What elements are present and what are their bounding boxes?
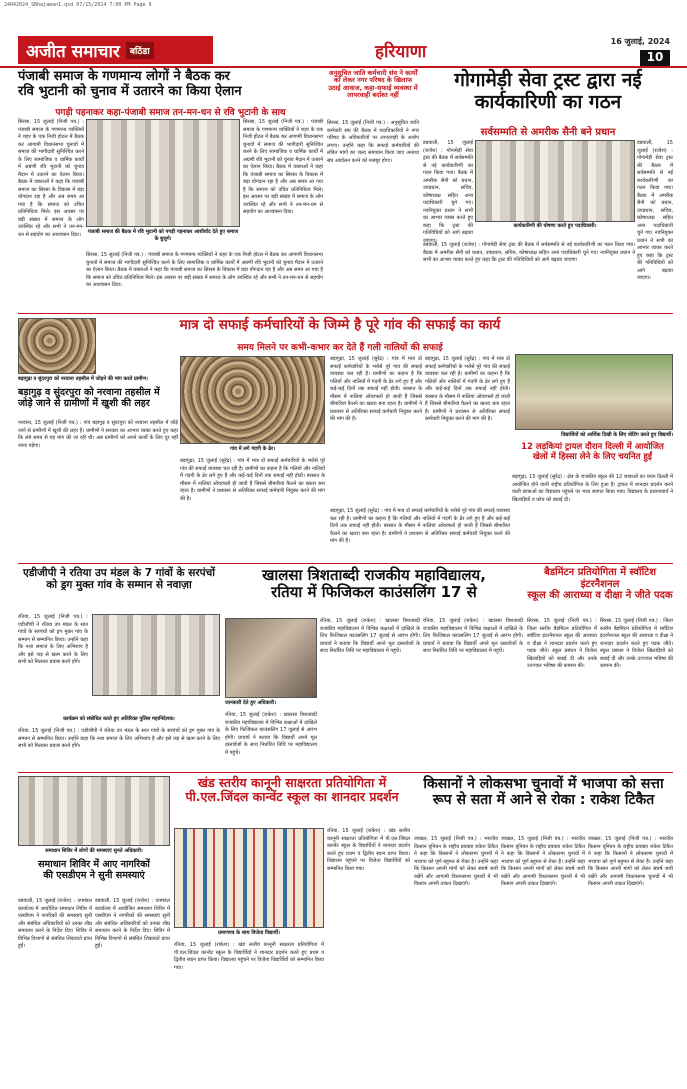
story-safai-subheadline: समय मिलने पर कभी-कभार कर देते हैं गली नालियों की सफाई	[237, 343, 443, 353]
story-college-headline: खालसा त्रिशताब्दी राजकीय महाविद्यालय, रतिया में फिजिकल काउंसलिंग 17 से	[262, 566, 486, 602]
story-tehsil-headline: बड़ागुढ़ व सुंदरपुरा को नरवाना तहसील में जोड़े जाने से ग्रामीणों में खुशी की लहर	[18, 387, 160, 409]
story-gogamedi-headline: गोगामेड़ी सेवा ट्रस्ट द्वारा नई कार्यकारिणी का गठन	[454, 69, 642, 113]
story-college-photo	[225, 618, 317, 698]
page-number: 10	[640, 50, 670, 66]
story-gogamedi-subheadline: सर्वसम्मति से अमरीक सैनी बने प्रधान	[480, 127, 616, 138]
story-tikait-body-2: जाखल, 15 जुलाई (निजी पत्र.) : भारतीय किसान यूनियन के राष्ट्रीय प्रवक्ता राकेश टिकैत ने कहा कि किसानों ने लोकसभा चुनावों में भाजपा को पूर्ण बहुमत से रोका है। उन्होंने कहा कि किसान अपनी मांगों को लेकर संघर्ष जारी रखेंगे और आगामी विधानसभा चुनावों में भी किसान अपनी ताकत दिखाएंगे।	[501, 836, 585, 887]
story-tikait-body: जाखल, 15 जुलाई (निजी पत्र.) : भारतीय किसान यूनियन के राष्ट्रीय प्रवक्ता राकेश टिकैत ने कहा कि किसानों ने लोकसभा चुनावों में भाजपा को पूर्ण बहुमत से रोका है। उन्होंने कहा कि किसान अपनी मांगों को लेकर संघर्ष जारी रखेंगे और आगामी विधानसभा चुनावों में भी किसान अपनी ताकत दिखाएंगे।	[414, 836, 498, 887]
story-college-body: रतिया, 15 जुलाई (राकेश) : खालसा त्रिशताब्दी राजकीय महाविद्यालय में विभिन्न कक्षाओं में दाखिले के लिए फिजिकल काउंसलिंग 17 जुलाई से आरंभ होगी। प्राचार्य ने बताया कि विद्यार्थी अपने मूल दस्तावेजों के साथ निर्धारित तिथि पर महाविद्यालय में पहुंचें।	[320, 618, 420, 654]
story-gogamedi-body-right: डबवाली, 15 जुलाई (राजेश) : गोगामेड़ी सेवा ट्रस्ट की बैठक में सर्वसम्मति से नई कार्यकारिणी का गठन किया गया। बैठक में अमरीक सैनी को प्रधान, उपप्रधान, सचिव, कोषाध्यक्ष सहित अन्य पदाधिकारी चुने गए। नवनियुक्त प्रधान ने सभी का आभार व्यक्त करते हुए कहा कि ट्रस्ट की गतिविधियों को आगे बढ़ाया जाएगा।	[637, 140, 673, 281]
story-samadhan-caption: समाधान शिविर में लोगों की समस्याएं सुनते अधिकारी।	[45, 848, 143, 854]
story-tehsil-caption: बड़ागुढ़ा व सुंदरपुरा को नरवाना तहसील में जोड़ने की मांग करते ग्रामीण।	[18, 376, 148, 382]
story-ladkiyan-body: बड़ागुढ़ा, 15 जुलाई (सुरेंद्र) : क्षेत्र के राजकीय स्कूल की 12 छात्राओं का चयन दिल्ली में आयोजित होने वाली राष्ट्रीय प्रतियोगिता के लिए हुआ है। ट्रायल में शानदार प्रदर्शन करने वाली छात्राओं का विद्यालय पहुंचने पर भव्य स्वागत किया गया। विद्यालय के प्रधानाचार्य ने खिलाड़ियों व कोच को बधाई दी।	[512, 474, 673, 503]
story-ladkiyan-headline: 12 लड़कियां ट्रायल दौरान दिल्ली में आयोजित खेलों में हिस्सा लेने के लिए चयनित हुईं	[521, 442, 664, 462]
story-punjabi-samaj-body: सिरसा, 15 जुलाई (निजी पत्र.) : पंजाबी समाज के गणमान्य व्यक्तियों ने शहर के एक निजी होटल में बैठक कर आगामी विधानसभा चुनावों में समाज की भागीदारी सुनिश्चित करने के लिए सामाजिक व धार्मिक कार्यों में अग्रणी रवि भुटानी को चुनाव मैदान में उतारने का ऐलान किया। बैठक में वक्ताओं ने कहा कि पंजाबी समाज का सिरसा के विकास में बड़ा योगदान रहा है और अब समय आ गया है कि समाज को उचित प्रतिनिधित्व मिले। इस अवसर पर बड़ी संख्या में समाज के लोग उपस्थित रहे और सभी ने तन-मन-धन से सहयोग का आश्वासन दिया।	[18, 119, 84, 238]
story-kanooni-headline: खंड स्तरीय कानूनी साक्षरता प्रतियोगिता में पी.एल.जिंदल कान्वेंट स्कूल का शानदार प्रदर्शन	[185, 775, 399, 805]
story-punjabi-samaj-body-right: सिरसा, 15 जुलाई (निजी पत्र.) : पंजाबी समाज के गणमान्य व्यक्तियों ने शहर के एक निजी होटल में बैठक कर आगामी विधानसभा चुनावों में समाज की भागीदारी सुनिश्चित करने के लिए सामाजिक व धार्मिक कार्यों में अग्रणी रवि भुटानी को चुनाव मैदान में उतारने का ऐलान किया। बैठक में वक्ताओं ने कहा कि पंजाबी समाज का सिरसा के विकास में बड़ा योगदान रहा है और अब समय आ गया है कि समाज को उचित प्रतिनिधित्व मिले। इस अवसर पर बड़ी संख्या में समाज के लोग उपस्थित रहे और सभी ने तन-मन-धन से सहयोग का आश्वासन दिया।	[243, 119, 323, 215]
print-slug: 24042024_SBhajaman1.qxd 07/15/2024 7:00 PM Page 9	[4, 2, 152, 8]
story-samadhan-headline: समाधान शिविर में आए नागरिकों की एसडीएम ने सुनी समस्याएं	[38, 859, 150, 881]
story-gogamedi-photo	[475, 140, 635, 222]
story-samadhan-body-2: डबवाली, 15 जुलाई (राजेश) : उपमंडल कार्यालय में आयोजित समाधान शिविर में एसडीएम ने नागरिकों की समस्याएं सुनीं और संबंधित अधिकारियों को उनका शीघ्र समाधान करने के निर्देश दिए। शिविर में विभिन्न विभागों से संबंधित शिकायतें प्राप्त हुईं।	[95, 898, 170, 949]
story-punjabi-samaj-caption: पंजाबी समाज की बैठक में रवि भुटानी को पगड़ी पहनाकर आशीर्वाद देते हुए समाज के बुजुर्ग।	[87, 229, 239, 242]
story-kanooni-body: रतिया, 15 जुलाई (राकेश) : खंड स्तरीय कानूनी साक्षरता प्रतियोगिता में पी.एल.जिंदल कान्वेंट स्कूल के विद्यार्थियों ने शानदार प्रदर्शन करते हुए प्रथम व द्वितीय स्थान प्राप्त किया। विद्यालय पहुंचने पर विजेता विद्यार्थियों को सम्मानित किया गया।	[327, 828, 410, 872]
story-safai-body-2: बड़ागुढ़ा, 15 जुलाई (सुरेंद्र) : गांव में मात्र दो सफाई कर्मचारियों के भरोसे पूरे गांव की सफाई व्यवस्था चल रही है। ग्रामीणों का कहना है कि गलियों और नालियों में गंदगी के ढेर लगे हुए हैं और कई-कई दिनों तक सफाई नहीं होती। बरसात के मौसम में नालियां ओवरफ्लो हो जाती हैं जिससे बीमारियां फैलने का खतरा बना रहता है। ग्रामीणों ने प्रशासन से अतिरिक्त सफाई कर्मचारी नियुक्त करने की मांग की है।	[425, 356, 510, 422]
story-safai-body-4: बड़ागुढ़ा, 15 जुलाई (सुरेंद्र) : गांव में मात्र दो सफाई कर्मचारियों के भरोसे पूरे गांव की सफाई व्यवस्था चल रही है। ग्रामीणों का कहना है कि गलियों और नालियों में गंदगी के ढेर लगे हुए हैं और कई-कई दिनों तक सफाई नहीं होती। बरसात के मौसम में नालियां ओवरफ्लो हो जाती हैं जिससे बीमारियां फैलने का खतरा बना रहता है। ग्रामीणों ने प्रशासन से अतिरिक्त सफाई कर्मचारी नियुक्त करने की मांग की है।	[330, 508, 510, 544]
story-gogamedi-body: डबवाली, 15 जुलाई (राजेश) : गोगामेड़ी सेवा ट्रस्ट की बैठक में सर्वसम्मति से नई कार्यकारिणी का गठन किया गया। बैठक में अमरीक सैनी को प्रधान, उपप्रधान, सचिव, कोषाध्यक्ष सहित अन्य पदाधिकारी चुने गए। नवनियुक्त प्रधान ने सभी का आभार व्यक्त करते हुए कहा कि ट्रस्ट की गतिविधियों को आगे बढ़ाया जाएगा।	[423, 140, 473, 244]
section-divider-3	[18, 772, 673, 773]
story-badminton-headline: बैडमिंटन प्रतियोगिता में स्वॉटिश इंटरनैशनल स्कूल की आराध्या व दीक्षा ने जीते पदक	[527, 567, 673, 601]
section-divider	[18, 313, 673, 314]
story-tehsil-body: नरवाना, 15 जुलाई (निजी पत्र.) : गांव बड़ागुढ़ व सुंदरपुरा को नरवाना तहसील में जोड़े जाने से ग्रामीणों में खुशी की लहर है। ग्रामीणों ने सरकार का आभार व्यक्त करते हुए कहा कि लंबे समय से यह मांग की जा रही थी। अब ग्रामीणों को अपने कार्यों के लिए दूर नहीं जाना पड़ेगा।	[18, 420, 178, 449]
story-kanooni-body-2: रतिया, 15 जुलाई (राकेश) : खंड स्तरीय कानूनी साक्षरता प्रतियोगिता में पी.एल.जिंदल कान्वेंट स्कूल के विद्यार्थियों ने शानदार प्रदर्शन करते हुए प्रथम व द्वितीय स्थान प्राप्त किया। विद्यालय पहुंचने पर विजेता विद्यार्थियों को सम्मानित किया गया।	[174, 942, 324, 971]
story-tehsil-photo	[18, 318, 96, 374]
issue-date: 16 जुलाई, 2024	[610, 37, 670, 46]
story-adgp-body: रतिया, 15 जुलाई (निजी पत्र.) : एडीजीपी ने रतिया उप मंडल के सात गांवों के सरपंचों को ड्रग मुक्त गांव के सम्मान से सम्मानित किया। उन्होंने कहा कि नशा समाज के लिए अभिशाप है और इसे जड़ से खत्म करने के लिए सभी को मिलकर प्रयास करने होंगे।	[18, 614, 88, 665]
story-gogamedi-caption: कार्यकारिणी की घोषणा करते हुए पदाधिकारी।	[513, 223, 597, 229]
story-college-body-3: रतिया, 15 जुलाई (राकेश) : खालसा त्रिशताब्दी राजकीय महाविद्यालय में विभिन्न कक्षाओं में दाखिले के लिए फिजिकल काउंसलिंग 17 जुलाई से आरंभ होगी। प्राचार्य ने बताया कि विद्यार्थी अपने मूल दस्तावेजों के साथ निर्धारित तिथि पर महाविद्यालय में पहुंचें।	[225, 712, 317, 756]
story-punjabi-samaj-headline: पंजाबी समाज के गणमान्य लोगों ने बैठक कर रवि भुटानी को चुनाव में उतारने का किया ऐलान	[18, 69, 242, 99]
story-adgp-body-bottom: रतिया, 15 जुलाई (निजी पत्र.) : एडीजीपी ने रतिया उप मंडल के सात गांवों के सरपंचों को ड्रग मुक्त गांव के सम्मान से सम्मानित किया। उन्होंने कहा कि नशा समाज के लिए अभिशाप है और इसे जड़ से खत्म करने के लिए सभी को मिलकर प्रयास करने होंगे।	[18, 728, 220, 749]
edition-city: बठिंडा	[126, 42, 154, 59]
story-ladkiyan-caption: विद्यार्थियों को आर्थिक दिखी के लिए वोटिंग करते हुए विद्यार्थी।	[561, 432, 673, 438]
story-safai-caption: गांव में लगे गंदगी के ढेर।	[230, 446, 275, 452]
story-adgp-headline: एडीजीपी ने रतिया उप मंडल के 7 गांवों के सरपंचों को ड्रग मुक्त गांव के सम्मान से नवाज़ा	[23, 567, 215, 592]
story-samadhan-photo	[18, 776, 170, 846]
story-safai-body-3: बड़ागुढ़ा, 15 जुलाई (सुरेंद्र) : गांव में मात्र दो सफाई कर्मचारियों के भरोसे पूरे गांव की सफाई व्यवस्था चल रही है। ग्रामीणों का कहना है कि गलियों और नालियों में गंदगी के ढेर लगे हुए हैं और कई-कई दिनों तक सफाई नहीं होती। बरसात के मौसम में नालियां ओवरफ्लो हो जाती हैं जिससे बीमारियां फैलने का खतरा बना रहता है। ग्रामीणों ने प्रशासन से अतिरिक्त सफाई कर्मचारी नियुक्त करने की मांग की है।	[180, 458, 325, 502]
story-adgp-caption: कार्यक्रम को संबोधित करते हुए अतिरिक्त पुलिस महानिदेशक।	[63, 716, 175, 722]
story-gogamedi-body-bottom: डबवाली, 15 जुलाई (राजेश) : गोगामेड़ी सेवा ट्रस्ट की बैठक में सर्वसम्मति से नई कार्यकारिणी का गठन किया गया। बैठक में अमरीक सैनी को प्रधान, उपप्रधान, सचिव, कोषाध्यक्ष सहित अन्य पदाधिकारी चुने गए। नवनियुक्त प्रधान ने सभी का आभार व्यक्त करते हुए कहा कि ट्रस्ट की गतिविधियों को आगे बढ़ाया जाएगा।	[423, 242, 635, 263]
story-tikait-body-3: जाखल, 15 जुलाई (निजी पत्र.) : भारतीय किसान यूनियन के राष्ट्रीय प्रवक्ता राकेश टिकैत ने कहा कि किसानों ने लोकसभा चुनावों में भाजपा को पूर्ण बहुमत से रोका है। उन्होंने कहा कि किसान अपनी मांगों को लेकर संघर्ष जारी रखेंगे और आगामी विधानसभा चुनावों में भी किसान अपनी ताकत दिखाएंगे।	[588, 836, 673, 887]
story-college-caption: जानकारी देते हुए अधिकारी।	[225, 700, 276, 706]
story-safai-photo	[180, 356, 325, 444]
story-karmachari-headline: अनुसूचित जाति कर्मचारी संघ ने कार्यों को लेकर नगर परिषद के खिलाफ उठाई आवाज, कहा-सफाई व्यवस्था में लापरवाही बर्दाश्त नहीं	[328, 69, 418, 100]
story-badminton-body: सिरसा, 15 जुलाई (निजी पत्र.) : जिला स्तरीय बैडमिंटन प्रतियोगिता में स्वॉटिश इंटरनैशनल स्कूल की आराध्या व दीक्षा ने शानदार प्रदर्शन करते हुए पदक जीते। स्कूल प्रबंधन ने विजेता खिलाड़ियों को बधाई दी और उनके उज्ज्वल भविष्य की कामना की।	[527, 618, 597, 669]
story-kanooni-photo	[174, 828, 324, 928]
story-samadhan-body: डबवाली, 15 जुलाई (राजेश) : उपमंडल कार्यालय में आयोजित समाधान शिविर में एसडीएम ने नागरिकों की समस्याएं सुनीं और संबंधित अधिकारियों को उनका शीघ्र समाधान करने के निर्देश दिए। शिविर में विभिन्न विभागों से संबंधित शिकायतें प्राप्त हुईं।	[18, 898, 92, 949]
story-tikait-headline: किसानों ने लोकसभा चुनावों में भाजपा को सत्ता रूप से सता में आने से रोका : राकेश टिकैत	[423, 776, 664, 809]
story-punjabi-samaj-subheadline: पगड़ी पहनाकर कहा-पंजाबी समाज तन-मन-धन से रवि भुटानी के साथ	[55, 108, 286, 118]
story-punjabi-samaj-body-bottom: सिरसा, 15 जुलाई (निजी पत्र.) : पंजाबी समाज के गणमान्य व्यक्तियों ने शहर के एक निजी होटल में बैठक कर आगामी विधानसभा चुनावों में समाज की भागीदारी सुनिश्चित करने के लिए सामाजिक व धार्मिक कार्यों में अग्रणी रवि भुटानी को चुनाव मैदान में उतारने का ऐलान किया। बैठक में वक्ताओं ने कहा कि पंजाबी समाज का सिरसा के विकास में बड़ा योगदान रहा है और अब समय आ गया है कि समाज को उचित प्रतिनिधित्व मिले। इस अवसर पर बड़ी संख्या में समाज के लोग उपस्थित रहे और सभी ने तन-मन-धन से सहयोग का आश्वासन दिया।	[86, 252, 323, 288]
story-punjabi-samaj-photo	[86, 119, 240, 227]
story-kanooni-caption: प्रमाणपत्र के साथ विजेता विद्यार्थी।	[218, 930, 280, 936]
story-adgp-photo	[92, 614, 220, 696]
story-safai-body: बड़ागुढ़ा, 15 जुलाई (सुरेंद्र) : गांव में मात्र दो सफाई कर्मचारियों के भरोसे पूरे गांव की सफाई व्यवस्था चल रही है। ग्रामीणों का कहना है कि गलियों और नालियों में गंदगी के ढेर लगे हुए हैं और कई-कई दिनों तक सफाई नहीं होती। बरसात के मौसम में नालियां ओवरफ्लो हो जाती हैं जिससे बीमारियां फैलने का खतरा बना रहता है। ग्रामीणों ने प्रशासन से अतिरिक्त सफाई कर्मचारी नियुक्त करने की मांग की है।	[330, 356, 422, 422]
story-karmachari-body: सिरसा, 15 जुलाई (निजी पत्र.) : अनुसूचित जाति कर्मचारी संघ की बैठक में पदाधिकारियों ने नगर परिषद के अधिकारियों पर लापरवाही के आरोप लगाए। उन्होंने कहा कि सफाई कर्मचारियों की लंबित मांगों का जल्द समाधान किया जाए अन्यथा संघ आंदोलन करने को मजबूर होगा।	[327, 120, 419, 164]
newspaper-name: अजीत समाचार	[26, 41, 120, 62]
section-divider-2	[18, 563, 673, 564]
story-badminton-body-2: सिरसा, 15 जुलाई (निजी पत्र.) : जिला स्तरीय बैडमिंटन प्रतियोगिता में स्वॉटिश इंटरनैशनल स्कूल की आराध्या व दीक्षा ने शानदार प्रदर्शन करते हुए पदक जीते। स्कूल प्रबंधन ने विजेता खिलाड़ियों को बधाई दी और उनके उज्ज्वल भविष्य की कामना की।	[600, 618, 673, 669]
story-college-body-2: रतिया, 15 जुलाई (राकेश) : खालसा त्रिशताब्दी राजकीय महाविद्यालय में विभिन्न कक्षाओं में दाखिले के लिए फिजिकल काउंसलिंग 17 जुलाई से आरंभ होगी। प्राचार्य ने बताया कि विद्यार्थी अपने मूल दस्तावेजों के साथ निर्धारित तिथि पर महाविद्यालय में पहुंचें।	[423, 618, 523, 654]
story-ladkiyan-photo	[515, 354, 673, 430]
section-title: हरियाणा	[225, 36, 635, 64]
newspaper-logo	[18, 36, 213, 64]
story-safai-headline: मात्र दो सफाई कर्मचारियों के जिम्मे है पूरे गांव की सफाई का कार्य	[179, 317, 501, 333]
